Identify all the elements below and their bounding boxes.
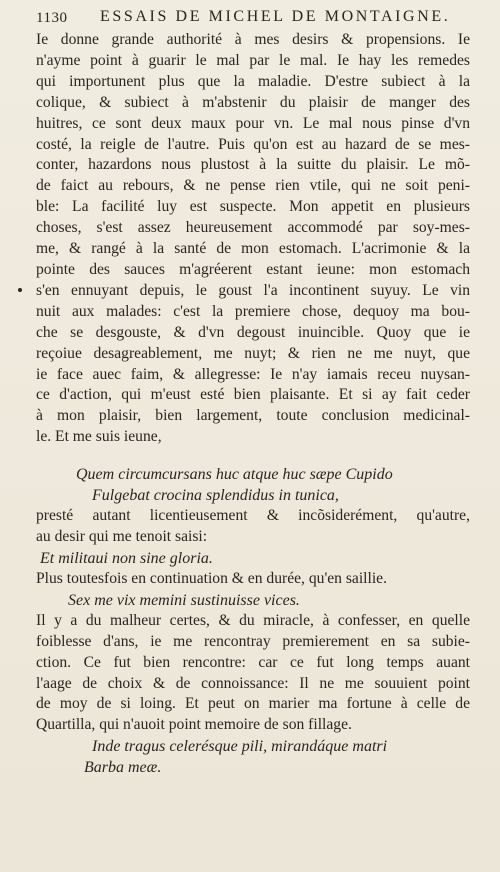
text-line: Plus toutesfois en continuation & en durée, qu'en saillie. [36,569,388,587]
verse-line: Fulgebat crocina splendidus in tunica, [92,487,339,505]
text-line: de moy de si loing. Et peut on marier ma fortune à celle de [36,695,470,713]
text-line: le. Et me suis ieune, [36,428,162,446]
text-line: nuit aux malades: c'est la premiere chose, dequoy ma bou- [36,302,470,320]
prose-paragraph-1 [36,30,470,448]
running-title: ESSAIS DE MICHEL DE MONTAIGNE. [100,8,451,25]
text-line: me, & rangé à la santé de mon estomach. L'acrimonie & la [36,240,470,258]
text-line: pointe des sauces m'agréerent estant ieune: mon estomach [36,260,470,278]
verse-line: Barba meæ. [84,759,162,777]
body-text [36,30,470,778]
text-line: presté autant licentieusement & incõsiderément, qu'autre, [36,507,470,525]
verse-line: Sex me vix memini sustinuisse vices. [68,591,300,609]
text-line: au desir qui me tenoit saisi: [36,528,208,546]
text-line: Il y a du malheur certes, & du miracle, à confesser, en quelle [36,611,470,629]
page-header [36,6,476,28]
text-line: che se desgouste, & d'vn degoust inuincible. Quoy que ie [36,323,470,341]
latin-verse-4 [36,736,470,778]
text-line: choses, s'est assez heureusement accommodé par soy-mes- [36,219,470,237]
verse-line: Et militaui non sine gloria. [40,549,213,567]
text-line: s'en ennuyant depuis, le goust l'a incontinent suyuy. Le vin [36,281,470,299]
verse-gap [36,448,470,464]
text-line: n'ayme point à guarir le mal par le mal. Ie hay les remedes [36,51,470,69]
text-line: foiblesse d'ans, ie me rencontray premierement en sa subie- [36,632,470,650]
latin-verse-3 [36,590,470,611]
text-line: de faict au rebours, & ne pense rien vtile, qui ne soit peni- [36,177,470,195]
text-line: costé, la reigle de l'autre. Puis qu'on est au hazard de se mes- [36,135,470,153]
text-line: l'aage de choix & de connoissance: Il ne me souuient point [36,674,470,692]
text-line: ction. Ce fut bien rencontre: car ce fut long temps auant [36,653,470,671]
prose-paragraph-3 [36,569,470,590]
text-line: qui importunent plus que la maladie. D'estre subiect à la [36,72,470,90]
prose-paragraph-2 [36,506,470,548]
text-line: ie face auec faim, & allegresse: Ie n'ay iamais receu nuysan- [36,365,470,383]
latin-verse-1 [36,464,470,506]
margin-ink-dot [18,288,22,292]
text-line: ble: La facilité luy est suspecte. Mon appetit en plusieurs [36,198,470,216]
text-line: conter, hazardons nous plustost à la suitte du plaisir. Le mõ- [36,156,470,174]
text-line: Quartilla, qui n'auoit point memoire de son fillage. [36,716,352,734]
text-line: à mon plaisir, bien largement, toute conclusion medicinal- [36,407,470,425]
prose-paragraph-4 [36,611,470,736]
text-line: huitres, ce sont deux maux pour vn. Le mal nous pinse d'vn [36,114,470,132]
text-line: colique, & subiect à m'abstenir du plaisir de manger des [36,93,470,111]
verse-line: Quem circumcursans huc atque huc sæpe Cupido [76,466,393,484]
page-number: 1130 [36,10,68,26]
text-line: reçoiue desagreablement, me nuyt; & rien ne me nuyt, que [36,344,470,362]
latin-verse-2 [36,548,470,569]
text-line: Ie donne grande authorité à mes desirs & propensions. Ie [36,31,470,48]
verse-line: Inde tragus celerésque pili, mirandáque matri [92,738,388,756]
text-line: ce d'action, qui m'eust esté bien plaisante. Et si ay fait ceder [36,386,470,404]
